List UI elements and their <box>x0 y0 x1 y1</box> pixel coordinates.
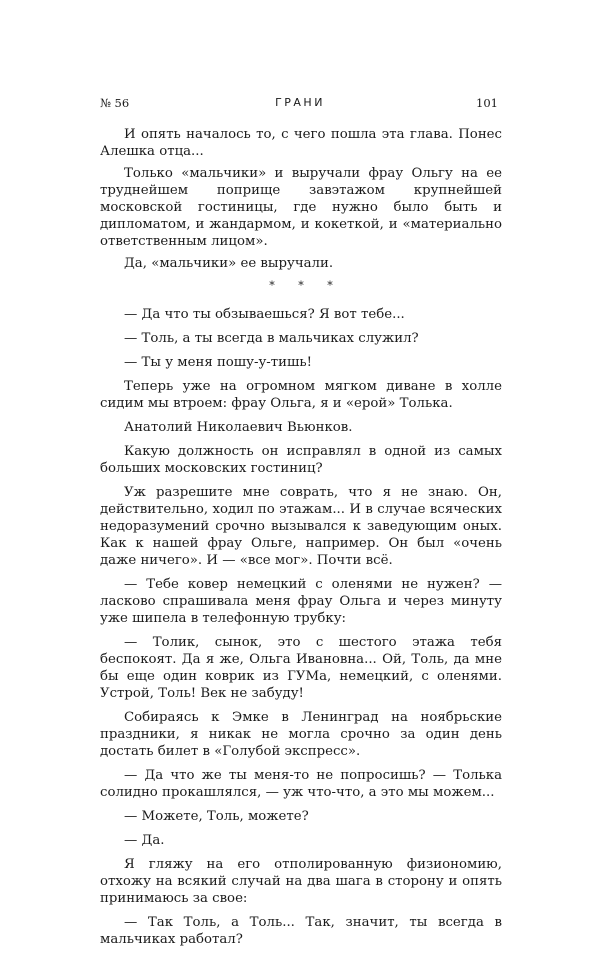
paragraph: Анатолий Николаевич Вьюнков. <box>124 420 353 435</box>
paragraph: Какую должность он исправлял в одной из самых больших московских гостиниц? <box>100 444 502 476</box>
paragraph: Я гляжу на его отполированную физиономию, отхожу на всякий случай на два шага в сторону и опять принимаюсь за свое: <box>100 857 502 906</box>
paragraph: — Толь, а ты всегда в мальчиках служил? <box>124 331 419 346</box>
paragraph: — Можете, Толь, можете? <box>124 809 309 824</box>
paragraph: Теперь уже на огромном мягком диване в холле сидим мы втроем: фрау Ольга, я и «ерой» Толька. <box>100 379 502 411</box>
page-number: 101 <box>476 96 498 110</box>
paragraph: Собираясь к Эмке в Ленинград на ноябрьские праздники, я никак не могла срочно за один день достать билет в «Голубой экспресс». <box>100 710 502 759</box>
paragraph: — Да что же ты меня-то не попросишь? — Толька солидно прокашлялся, — уж что-что, а это мы можем... <box>100 768 502 800</box>
paragraph: — Толик, сынок, это с шестого этажа тебя беспокоят. Да я же, Ольга Ивановна... Ой, Толь, да мне бы еще один коврик из ГУМа, немецкий, с оленями. Устрой, Толь! Век не забуду! <box>100 635 502 701</box>
paragraph: И опять началось то, с чего пошла эта глава. Понес Алешка отца... <box>100 127 502 159</box>
paragraph: — Да. <box>124 833 165 848</box>
paragraph: — Так Толь, а Толь... Так, значит, ты всегда в мальчиках работал? <box>100 915 502 947</box>
paragraph: Да, «мальчики» ее выручали. <box>124 256 334 271</box>
journal-title: ГРАНИ <box>275 96 325 109</box>
body-text <box>100 126 502 955</box>
page-header <box>100 96 500 112</box>
paragraph: — Тебе ковер немецкий с оленями не нужен? — ласково спрашивала меня фрау Ольга и через минуту уже шипела в телефонную трубку: <box>100 577 502 626</box>
section-separator: * * * <box>269 279 343 292</box>
paragraph: Уж разрешите мне соврать, что я не знаю. Он, действительно, ходил по этажам... И в случае всяческих недоразумений срочно вызывался к заведующим оных. Как к нашей фрау Ольге, например. Он был «очень даже ничего». И — «все мог». Почти всё. <box>100 485 502 568</box>
paragraph: — Ты у меня пошу-у-тишь! <box>124 355 312 370</box>
paragraph: — Да что ты обзываешься? Я вот тебе... <box>124 307 405 322</box>
paragraph: Только «мальчики» и выручали фрау Ольгу на ее труднейшем поприще завэтажом крупнейшей московской гостиницы, где нужно было быть и дипломатом, и жандармом, и кокеткой, и «материально ответственным лицом». <box>100 166 502 249</box>
issue-number: № 56 <box>100 96 130 110</box>
